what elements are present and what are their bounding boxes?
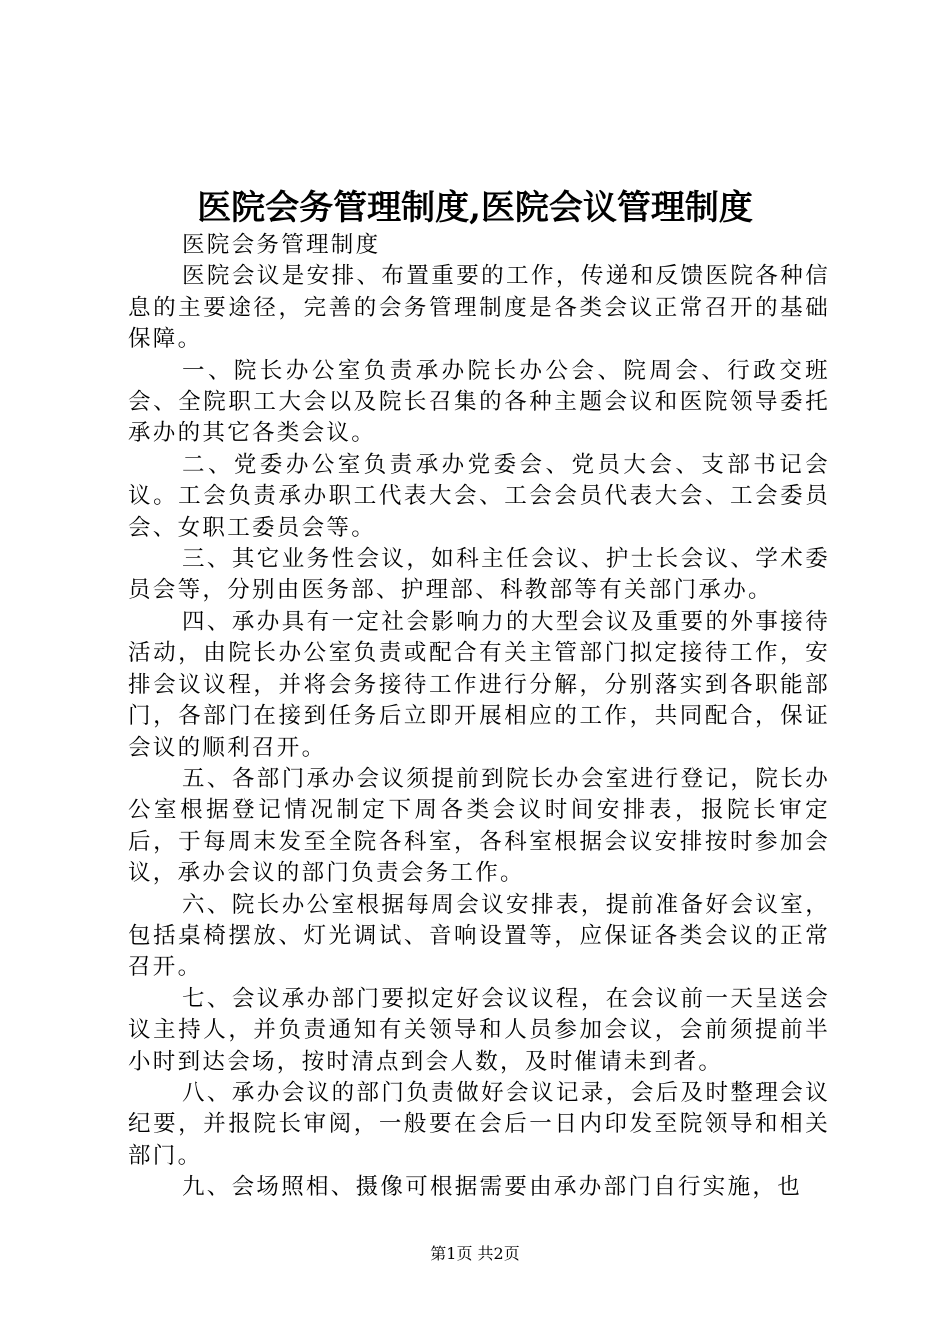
- paragraph-item-5: 五、各部门承办会议须提前到院长办会室进行登记，院长办公室根据登记情况制定下周各类会议时间安排表，报院长审定后，于每周末发至全院各科室，各科室根据会议安排按时参加会议，承办会议的部门负责会务工作。: [128, 765, 830, 887]
- paragraph-item-7: 七、会议承办部门要拟定好会议议程，在会议前一天呈送会议主持人，并负责通知有关领导和人员参加会议，会前须提前半小时到达会场，按时清点到会人数，及时催请未到者。: [128, 985, 830, 1075]
- document-body: [128, 230, 830, 1204]
- paragraph-item-4: 四、承办具有一定社会影响力的大型会议及重要的外事接待活动，由院长办公室负责或配合有关主管部门拟定接待工作，安排会议议程，并将会务接待工作进行分解，分别落实到各职能部门，各部门在接到任务后立即开展相应的工作，共同配合，保证会议的顺利召开。: [128, 608, 830, 761]
- paragraph-item-9: 九、会场照相、摄像可根据需要由承办部门自行实施，也: [182, 1174, 803, 1201]
- document-title: 医院会务管理制度,医院会议管理制度: [197, 188, 753, 228]
- paragraph-item-8: 八、承办会议的部门负责做好会议记录，会后及时整理会议纪要，并报院长审阅，一般要在会后一日内印发至院领导和相关部门。: [128, 1079, 830, 1169]
- paragraph-item-6: 六、院长办公室根据每周会议安排表，提前准备好会议室，包括桌椅摆放、灯光调试、音响设置等，应保证各类会议的正常召开。: [128, 891, 830, 981]
- paragraph-item-1: 一、院长办公室负责承办院长办公会、院周会、行政交班会、全院职工大会以及院长召集的各种主题会议和医院领导委托承办的其它各类会议。: [128, 357, 830, 447]
- paragraph-subtitle: 医院会务管理制度: [182, 232, 381, 258]
- paragraph-item-2: 二、党委办公室负责承办党委会、党员大会、支部书记会议。工会负责承办职工代表大会、工会会员代表大会、工会委员会、女职工委员会等。: [128, 451, 830, 541]
- page-number-footer: 第1页 共2页: [430, 1244, 520, 1263]
- paragraph-item-3: 三、其它业务性会议，如科主任会议、护士长会议、学术委员会等，分别由医务部、护理部、科教部等有关部门承办。: [128, 546, 830, 604]
- paragraph-intro: 医院会议是安排、布置重要的工作，传递和反馈医院各种信息的主要途径，完善的会务管理制度是各类会议正常召开的基础保障。: [128, 263, 830, 353]
